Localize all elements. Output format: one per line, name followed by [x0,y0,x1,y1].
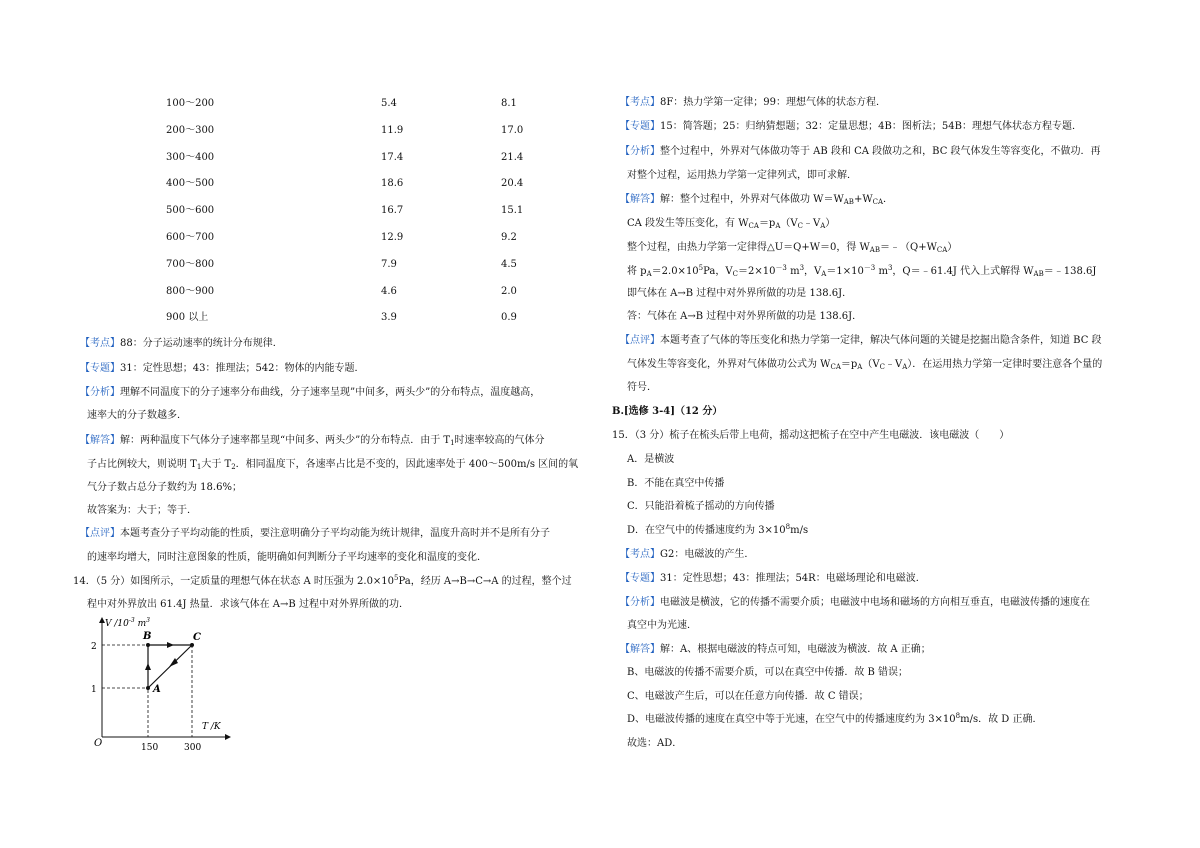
q13-dianping: 【点评】本题考查分子平均动能的性质，要注意明确分子平均动能为统计规律，温度升高时并不是所有分子 [80,528,550,539]
table-cell-range: 100～200 [166,98,215,109]
q14-stem-line2: 程中对外界放出 61.4J 热量．求该气体在 A→B 过程中对外界所做的功． [87,599,409,610]
point-label-c: C [193,632,201,643]
table-cell-value-a: 11.9 [381,125,404,136]
ytick-2: 2 [91,642,97,652]
q13-jieda-line3: 气分子数占总分子数约为 18.6%； [87,482,242,493]
q15-fenxi-line2: 真空中为光速． [627,620,697,631]
q14-zhuanti: 【专题】15：简答题；25：归纳猜想题；32：定量思想；4B：图析法；54B：理想气体状态方程专题． [620,121,1082,132]
table-cell-range: 300～400 [166,152,215,163]
q13-jieda: 【解答】解：两种温度下气体分子速率都呈现“中间多、两头少”的分布特点．由于 $T_1$时速率较高的气体分 [80,435,545,447]
x-axis-label: T /K [202,722,221,732]
q15-option-a: A．是横波 [627,454,675,465]
q15-option-b: B．不能在真空中传播 [627,478,725,489]
table-cell-value-a: 3.9 [381,312,397,323]
table-cell-value-b: 15.1 [501,205,524,216]
q13-zhuanti: 【专题】31：定性思想；43：推理法；542：物体的内能专题． [80,363,365,374]
table-cell-value-b: 8.1 [501,98,517,109]
table-cell-range: 200～300 [166,125,215,136]
table-cell-range: 600～700 [166,232,215,243]
table-cell-value-b: 2.0 [501,286,517,297]
q15-option-c: C．只能沿着梳子摇动的方向传播 [627,501,775,512]
q15-jieda: 【解答】解：A、根据电磁波的特点可知，电磁波为横波．故 A 正确； [620,644,931,655]
q14-jieda: 【解答】解：整个过程中，外界对气体做功 $W=W_{AB}+W_{CA}$． [620,194,894,206]
table-cell-value-b: 4.5 [501,259,517,270]
table-cell-value-a: 4.6 [381,286,397,297]
table-cell-value-b: 21.4 [501,152,524,163]
q15-jieda-line-c: C、电磁波产生后，可以在任意方向传播．故 C 错误； [627,691,869,702]
table-cell-value-a: 16.7 [381,205,404,216]
table-cell-range: 900 以上 [166,312,209,323]
q14-dianping-line2: 气体发生等容变化，外界对气体做功公式为 $W_{CA}=p_A(V_C﹣V_A)$．在运用热力学第一定律时要注意各个量的 [627,359,1103,371]
table-cell-value-a: 17.4 [381,152,404,163]
table-cell-value-a: 12.9 [381,232,404,243]
q13-answer: 故答案为：大于；等于． [87,505,197,516]
q13-kaodian: 【考点】88：分子运动速率的统计分布规律． [80,338,283,349]
table-cell-value-a: 5.4 [381,98,397,109]
q15-zhuanti: 【专题】31：定性思想；43：推理法；54R：电磁场理论和电磁波． [620,573,926,584]
q14-answer: 答：气体在 A→B 过程中对外界所做的功是 138.6J． [627,311,863,322]
table-cell-value-a: 18.6 [381,178,404,189]
table-cell-range: 700～800 [166,259,215,270]
q15-jieda-line-d: D、电磁波传播的速度在真空中等于光速，在空气中的传播速度约为 $3\times 10^8m/s$．故 D 正确． [627,712,1043,725]
table-cell-value-b: 0.9 [501,312,517,323]
table-cell-value-b: 17.0 [501,125,524,136]
y-axis-label: V $/10^{-3}$ $m^3$ [105,617,150,629]
q15-jieda-line-b: B、电磁波的传播不需要介质，可以在真空中传播．故 B 错误； [627,667,909,678]
q15-answer: 故选：AD． [627,738,683,749]
q14-jieda-line4: 将 $p_A=2.0\times 10^5Pa$，$V_C=2\times 10^{-3}$ $m^3$，$V_A=1\times 10^{-3}$ $m^3$，Q＝﹣61.4J 代入上式解得 $W_{AB}=﹣138.6J$ [627,264,1097,278]
q14-stem: 14．（5 分）如图所示，一定质量的理想气体在状态 A 时压强为 $2.0\times 10^5Pa$，经历 A→B→C→A 的过程，整个过 [73,574,572,587]
q14-fenxi: 【分析】整个过程中，外界对气体做功等于 AB 段和 CA 段做功之和，BC 段气体发生等容变化，不做功．再 [620,146,1101,157]
vt-graph [80,612,240,757]
table-cell-range: 500～600 [166,205,215,216]
q13-fenxi: 【分析】理解不同温度下的分子速率分布曲线，分子速率呈现”中间多，两头少”的分布特点，温度越高， [80,387,541,398]
q15-fenxi: 【分析】电磁波是横波，它的传播不需要介质；电磁波中电场和磁场的方向相互垂直，电磁波传播的速度在 [620,597,1090,608]
q14-dianping-line3: 符号． [627,382,657,393]
table-cell-value-b: 20.4 [501,178,524,189]
q14-jieda-line3: 整个过程，由热力学第一定律得△U＝Q+W＝0，得 $W_{AB}=﹣(Q+W_{CA})$ [627,242,958,254]
table-cell-range: 800～900 [166,286,215,297]
q15-option-d: D．在空气中的传播速度约为 $3\times 10^8m/s$ [627,523,809,536]
q14-jieda-line2: CA 段发生等压变化，有 $W_{CA}=p_A(V_C﹣V_A)$ [627,218,836,230]
q14-kaodian: 【考点】8F：热力学第一定律；99：理想气体的状态方程． [620,97,887,108]
q15-kaodian: 【考点】G2：电磁波的产生． [620,549,755,560]
q13-fenxi-line2: 速率大的分子数越多． [87,410,187,421]
q13-jieda-line2: 子占比例较大，则说明 $T_1$大于 $T_2$．相同温度下，各速率占比是不变的，因此速率处于 400～500m/s 区间的氧 [87,459,579,471]
q15-stem: 15．（3 分）梳子在梳头后带上电荷，摇动这把梳子在空中产生电磁波．该电磁波（ ） [612,430,1010,441]
table-cell-value-b: 9.2 [501,232,517,243]
q14-dianping: 【点评】本题考查了气体的等压变化和热力学第一定律，解决气体问题的关键是挖掘出隐含条件，知道 BC 段 [620,335,1102,346]
ytick-1: 1 [91,685,97,695]
table-cell-value-a: 7.9 [381,259,397,270]
section-b-heading: B.[选修 3-4]（12 分） [612,406,723,417]
origin-label: O [94,738,103,749]
q13-dianping-line2: 的速率均增大，同时注意图象的性质，能明确如何判断分子平均速率的变化和温度的变化． [87,552,487,563]
point-label-a: A [153,684,161,695]
point-label-b: B [143,631,152,642]
table-cell-range: 400～500 [166,178,215,189]
xtick-150: 150 [141,743,159,753]
q14-fenxi-line2: 对整个过程，运用热力学第一定律列式，即可求解． [627,170,857,181]
xtick-300: 300 [184,743,202,753]
q14-jieda-line5: 即气体在 A→B 过程中对外界所做的功是 138.6J． [627,288,853,299]
